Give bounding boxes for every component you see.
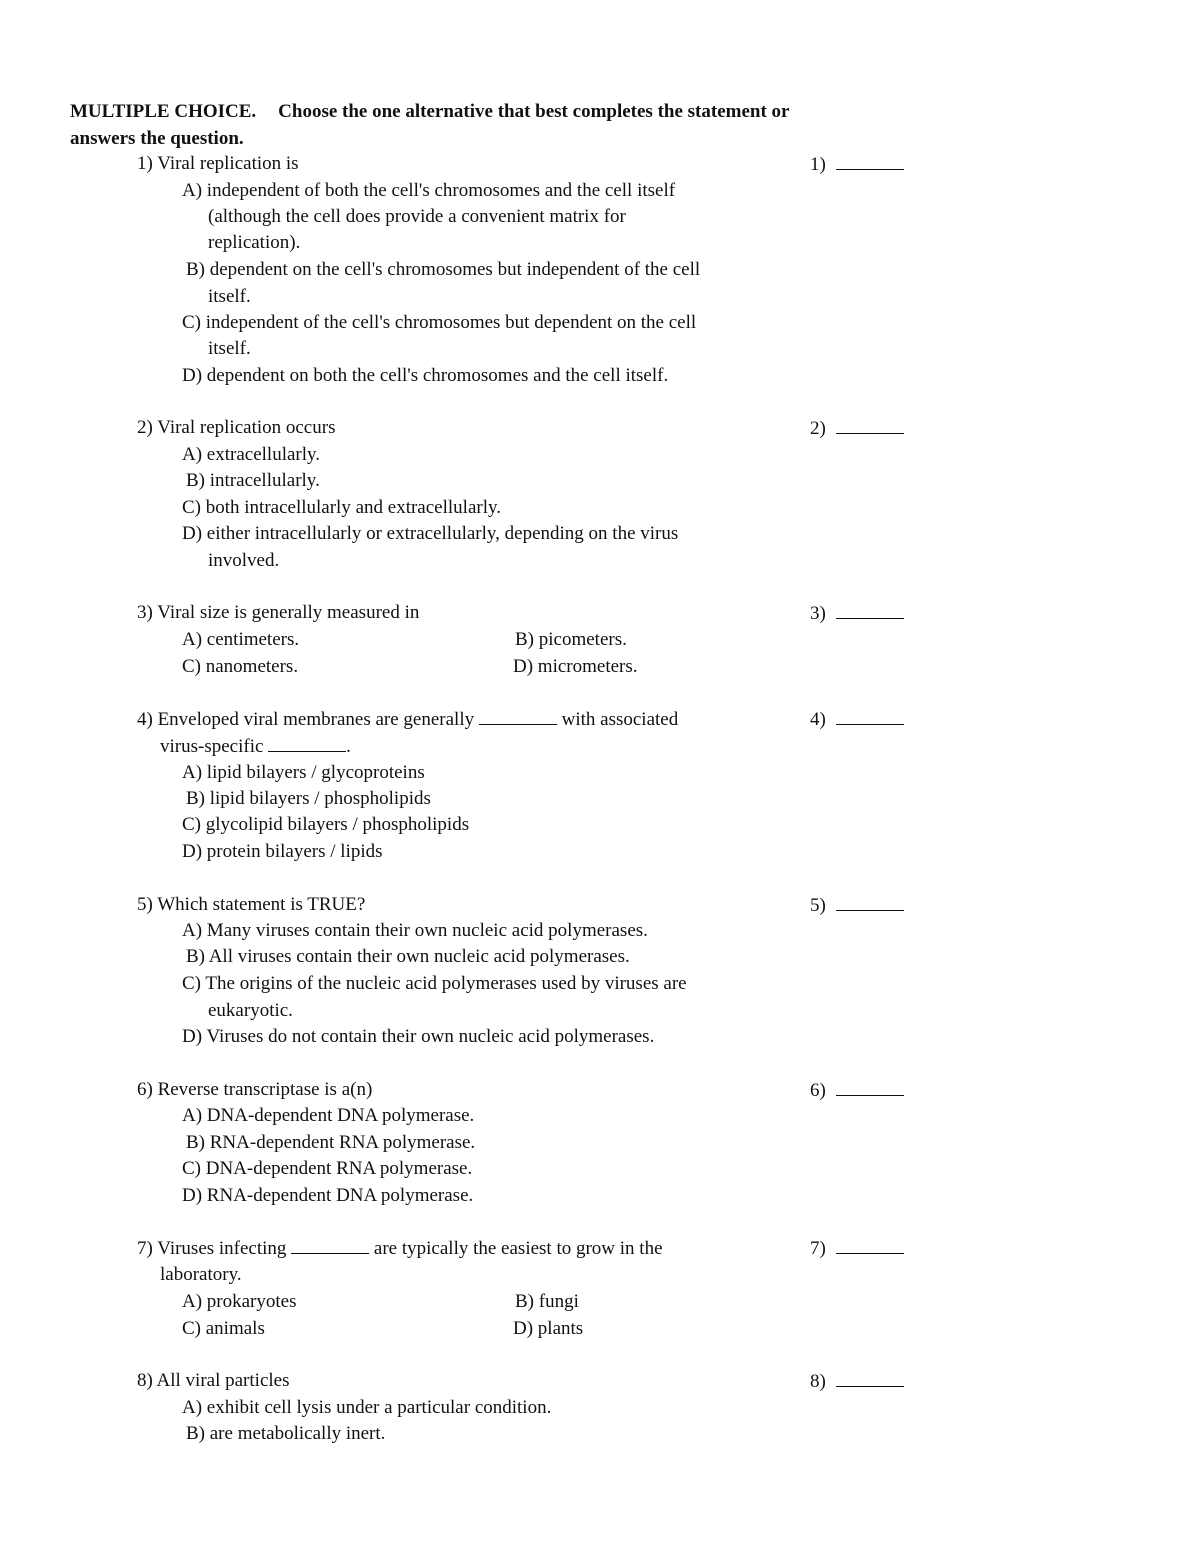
answer-line [836, 1235, 904, 1254]
option-a: A) independent of both the cell's chromosomes and the cell itself [182, 180, 676, 201]
option-c: C) nanometers. [182, 656, 299, 677]
answer-number: 4) [810, 709, 826, 730]
stem-text: . [346, 736, 351, 757]
option-d: D) protein bilayers / lipids [182, 841, 383, 862]
option-d-cont: involved. [208, 550, 280, 571]
question-stem: 5) Which statement is TRUE? [137, 894, 366, 915]
option-a: A) prokaryotes [182, 1291, 297, 1312]
option-b: B) are metabolically inert. [186, 1423, 386, 1444]
question-stem: 3) Viral size is generally measured in [137, 602, 420, 623]
answer-blank[interactable] [810, 1235, 904, 1262]
answer-number: 7) [810, 1238, 826, 1259]
option-b: B) lipid bilayers / phospholipids [186, 788, 431, 809]
fill-blank [291, 1235, 369, 1254]
option-d: D) either intracellularly or extracellularly, depending on the virus [182, 523, 679, 544]
answer-number: 1) [810, 154, 826, 175]
option-a: A) DNA-dependent DNA polymerase. [182, 1105, 475, 1126]
option-c: C) glycolipid bilayers / phospholipids [182, 814, 470, 835]
option-d: D) dependent on both the cell's chromosomes and the cell itself. [182, 365, 669, 386]
question-stem-cont [160, 733, 351, 759]
option-b: B) dependent on the cell's chromosomes but independent of the cell [186, 259, 701, 280]
answer-blank[interactable] [810, 892, 904, 919]
option-c: C) DNA-dependent RNA polymerase. [182, 1158, 473, 1179]
option-a-cont: (although the cell does provide a convenient matrix for [208, 206, 626, 227]
option-b: B) RNA-dependent RNA polymerase. [186, 1132, 476, 1153]
question-stem [137, 1235, 663, 1261]
option-d: D) RNA-dependent DNA polymerase. [182, 1185, 474, 1206]
stem-text: with associated [561, 709, 679, 730]
stem-text: virus-specific [160, 736, 264, 757]
fill-blank [268, 733, 346, 752]
option-d: D) plants [513, 1318, 584, 1339]
option-c: C) both intracellularly and extracellularly. [182, 497, 502, 518]
option-b-cont: itself. [208, 286, 251, 307]
option-a: A) centimeters. [182, 629, 300, 650]
answer-line [836, 706, 904, 725]
answer-blank[interactable] [810, 706, 904, 733]
option-c: C) independent of the cell's chromosomes but dependent on the cell [182, 312, 697, 333]
answer-blank[interactable] [810, 1368, 904, 1395]
answer-number: 8) [810, 1371, 826, 1392]
section-header [70, 98, 870, 152]
question-stem [137, 706, 678, 732]
answer-blank[interactable] [810, 151, 904, 178]
option-c: C) animals [182, 1318, 265, 1339]
section-instruction: Choose the one alternative that best completes the statement or [278, 101, 790, 122]
answer-line [836, 892, 904, 911]
stem-text: 7) Viruses infecting [137, 1238, 287, 1259]
question-stem: 8) All viral particles [137, 1370, 290, 1391]
option-d: D) micrometers. [513, 656, 638, 677]
option-b: B) intracellularly. [186, 470, 320, 491]
option-a: A) Many viruses contain their own nucleic acid polymerases. [182, 920, 648, 941]
answer-line [836, 151, 904, 170]
option-c-cont: itself. [208, 338, 251, 359]
answer-number: 6) [810, 1080, 826, 1101]
question-stem: 6) Reverse transcriptase is a(n) [137, 1079, 373, 1100]
option-b: B) All viruses contain their own nucleic acid polymerases. [186, 946, 630, 967]
answer-blank[interactable] [810, 1077, 904, 1104]
answer-blank[interactable] [810, 415, 904, 442]
answer-number: 5) [810, 895, 826, 916]
option-b: B) picometers. [515, 629, 627, 650]
fill-blank [479, 706, 557, 725]
answer-line [836, 600, 904, 619]
answer-blank[interactable] [810, 600, 904, 627]
stem-text: 4) Enveloped viral membranes are generally [137, 709, 475, 730]
question-stem: 2) Viral replication occurs [137, 417, 336, 438]
option-a: A) lipid bilayers / glycoproteins [182, 762, 425, 783]
option-b: B) fungi [515, 1291, 579, 1312]
option-c-cont: eukaryotic. [208, 1000, 293, 1021]
option-c: C) The origins of the nucleic acid polymerases used by viruses are [182, 973, 687, 994]
answer-line [836, 1368, 904, 1387]
section-instruction-cont: answers the question. [70, 128, 244, 149]
option-a-cont: replication). [208, 232, 301, 253]
option-d: D) Viruses do not contain their own nucleic acid polymerases. [182, 1026, 655, 1047]
answer-line [836, 1077, 904, 1096]
answer-number: 2) [810, 418, 826, 439]
option-a: A) exhibit cell lysis under a particular condition. [182, 1397, 552, 1418]
answer-number: 3) [810, 603, 826, 624]
answer-line [836, 415, 904, 434]
option-a: A) extracellularly. [182, 444, 321, 465]
section-title: MULTIPLE CHOICE. [70, 101, 257, 122]
question-stem: 1) Viral replication is [137, 153, 299, 174]
stem-text: are typically the easiest to grow in the [373, 1238, 663, 1259]
question-stem-cont: laboratory. [160, 1264, 242, 1285]
